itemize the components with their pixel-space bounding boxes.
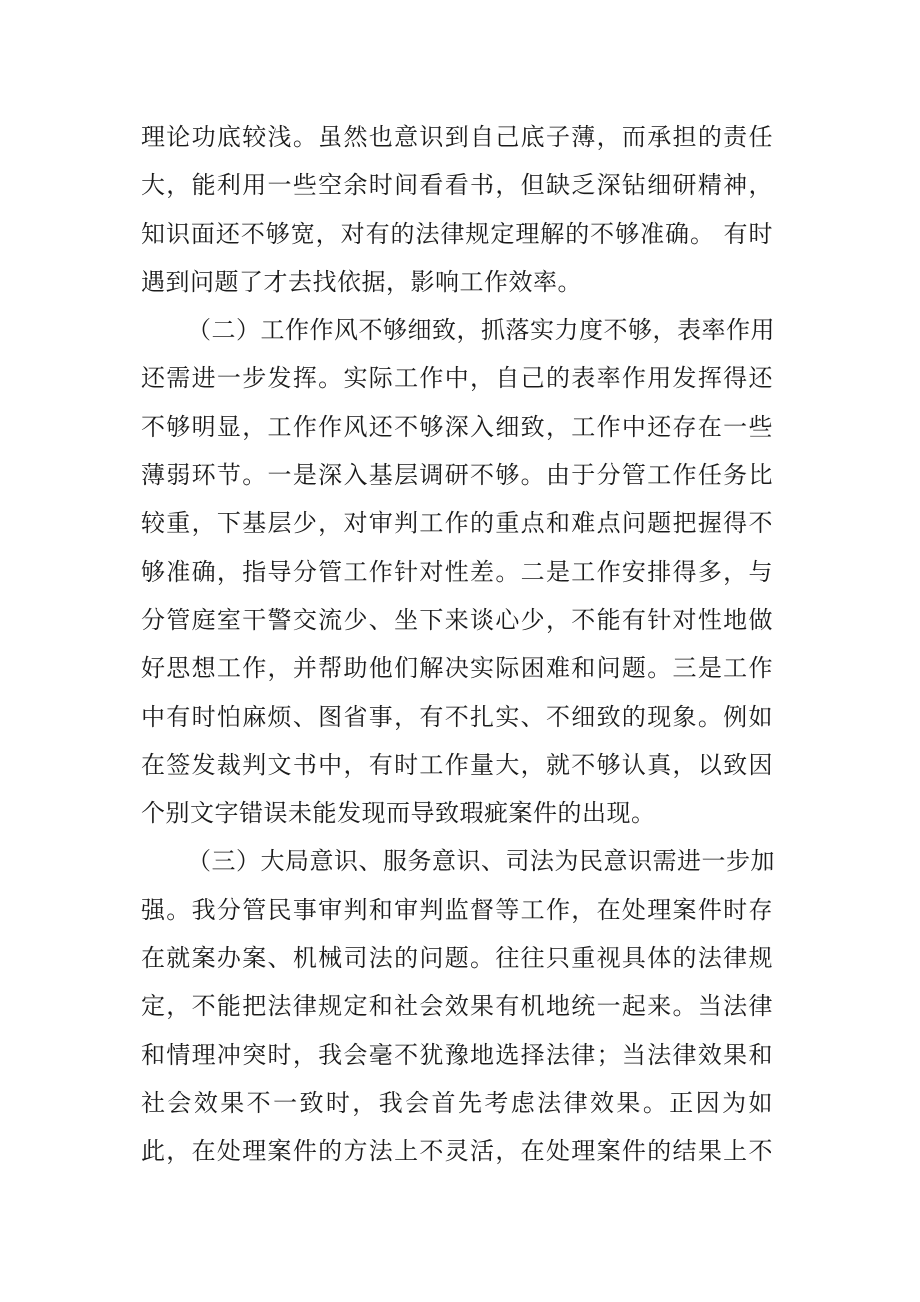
text-line: 理论功底较浅。虽然也意识到自己底子薄，而承担的责任: [141, 123, 773, 151]
text-line: 和情理冲突时，我会毫不犹豫地选择法律；当法律效果和: [141, 1040, 773, 1069]
text-line: 不够明显，工作作风还不够深入细致，工作中还存在一些: [141, 412, 773, 441]
text-line: 定，不能把法律规定和社会效果有机地统一起来。当法律: [141, 992, 773, 1021]
text-line: 够准确，指导分管工作针对性差。二是工作安排得多，与: [141, 557, 773, 586]
text-line: 较重，下基层少，对审判工作的重点和难点问题把握得不: [141, 509, 773, 538]
text-line: （二）工作作风不够细致，抓落实力度不够，表率作用: [187, 316, 775, 345]
text-line: （三）大局意识、服务意识、司法为民意识需进一步加: [187, 847, 775, 876]
text-line: 社会效果不一致时，我会首先考虑法律效果。正因为如: [141, 1088, 773, 1117]
text-line: 在就案办案、机械司法的问题。往往只重视具体的法律规: [141, 944, 773, 973]
text-line: 分管庭室干警交流少、坐下来谈心少，不能有针对性地做: [141, 605, 773, 634]
text-line: 此，在处理案件的方法上不灵活，在处理案件的结果上不: [141, 1137, 773, 1166]
text-line: 好思想工作，并帮助他们解决实际困难和问题。三是工作: [141, 654, 773, 683]
text-line: 中有时怕麻烦、图省事，有不扎实、不细致的现象。例如: [141, 702, 773, 731]
text-line: 个别文字错误未能发现而导致瑕疵案件的出现。: [141, 799, 656, 828]
text-line: 还需进一步发挥。实际工作中，自己的表率作用发挥得还: [141, 364, 773, 393]
text-line: 知识面还不够宽，对有的法律规定理解的不够准确。 有时: [141, 219, 773, 248]
text-line: 在签发裁判文书中，有时工作量大，就不够认真，以致因: [141, 750, 773, 779]
document-body: [141, 113, 773, 1176]
text-line: 薄弱环节。一是深入基层调研不够。由于分管工作任务比: [141, 461, 773, 490]
text-line: 大，能利用一些空余时间看看书，但缺乏深钻细研精神，: [141, 171, 773, 200]
text-line: 强。我分管民事审判和审判监督等工作，在处理案件时存: [141, 895, 773, 924]
text-line: 遇到问题了才去找依据，影响工作效率。: [141, 267, 582, 296]
